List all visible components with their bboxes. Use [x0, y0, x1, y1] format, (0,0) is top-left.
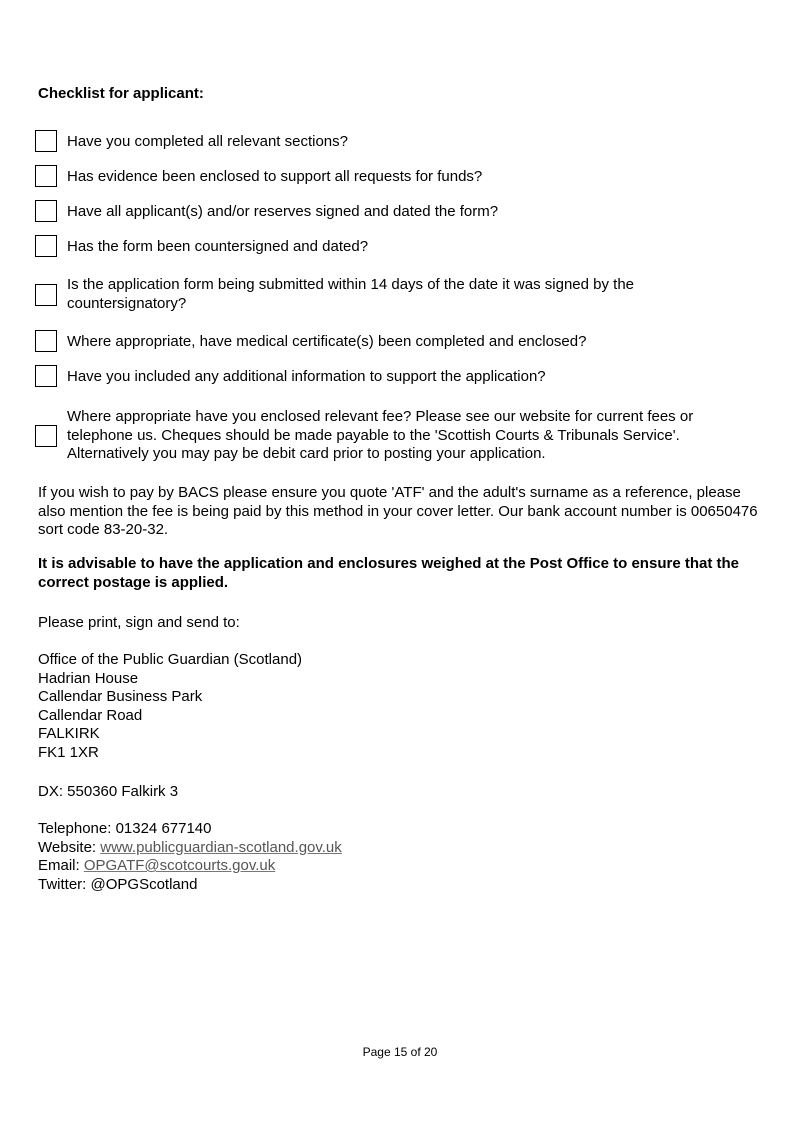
checklist-item [35, 130, 765, 154]
contact-details [38, 820, 768, 894]
checklist-item-text: Have all applicant(s) and/or reserves signed and dated the form? [67, 203, 499, 220]
address-line: FK1 1XR [38, 743, 99, 761]
checklist-checkbox[interactable] [35, 165, 57, 187]
checklist-checkbox[interactable] [35, 200, 57, 222]
checklist-item [35, 235, 765, 259]
postal-address [38, 651, 768, 762]
checklist-item-text: Have you completed all relevant sections? [67, 133, 348, 150]
checklist-item [35, 165, 765, 189]
send-to-intro: Please print, sign and send to: [38, 614, 240, 631]
twitter-line: Twitter: @OPGScotland [38, 875, 198, 893]
checklist-checkbox[interactable] [35, 365, 57, 387]
email-label: Email: [38, 857, 84, 874]
website-line [38, 839, 768, 858]
address-line: Callendar Business Park [38, 688, 203, 705]
postage-note: It is advisable to have the application and enclosures weighed at the Post Office to ensure that the correct postage is applied. [38, 555, 739, 591]
checklist-item-text: Where appropriate, have medical certificate(s) been completed and enclosed? [67, 333, 587, 350]
address-line: Callendar Road [38, 706, 143, 724]
checklist-item [35, 330, 765, 354]
checklist-item [35, 276, 765, 316]
email-link[interactable]: OPGATF@scotcourts.gov.uk [83, 857, 276, 874]
checklist-checkbox[interactable] [35, 284, 57, 306]
checklist-item-text: Where appropriate have you enclosed relevant fee? Please see our website for current fees or telephone us. Cheques should be made payable to the 'Scottish Courts & Tribunals Service'. Alternatively you may pay be debit card prior to posting your application. [67, 408, 694, 462]
dx-number: DX: 550360 Falkirk 3 [38, 783, 179, 800]
checklist-item-text: Has evidence been enclosed to support all requests for funds? [67, 168, 483, 185]
address-line: Office of the Public Guardian (Scotland) [38, 651, 303, 668]
checklist-item [35, 408, 765, 466]
checklist-item-text: Have you included any additional information to support the application? [67, 368, 546, 385]
website-label: Website: [38, 838, 101, 856]
address-line: Hadrian House [38, 669, 139, 687]
checklist-checkbox[interactable] [35, 130, 57, 152]
address-line: FALKIRK [38, 725, 100, 742]
telephone-line: Telephone: 01324 677140 [38, 820, 212, 837]
page-number: Page 15 of 20 [362, 1045, 438, 1059]
website-link[interactable]: www.publicguardian-scotland.gov.uk [100, 838, 342, 856]
checklist-checkbox[interactable] [35, 425, 57, 447]
checklist-item [35, 365, 765, 389]
checklist-heading: Checklist for applicant: [38, 85, 204, 102]
checklist-item-text: Is the application form being submitted within 14 days of the date it was signed by the countersignatory? [67, 276, 634, 312]
bacs-note: If you wish to pay by BACS please ensure you quote 'ATF' and the adult's surname as a reference, please also mention the fee is being paid by this method in your cover letter. Our bank account number is 00650476 sort code 83-20-32. [38, 484, 758, 538]
checklist-checkbox[interactable] [35, 235, 57, 257]
checklist-item [35, 200, 765, 224]
checklist-item-text: Has the form been countersigned and dated? [67, 238, 369, 255]
email-line [38, 857, 768, 876]
checklist-checkbox[interactable] [35, 330, 57, 352]
